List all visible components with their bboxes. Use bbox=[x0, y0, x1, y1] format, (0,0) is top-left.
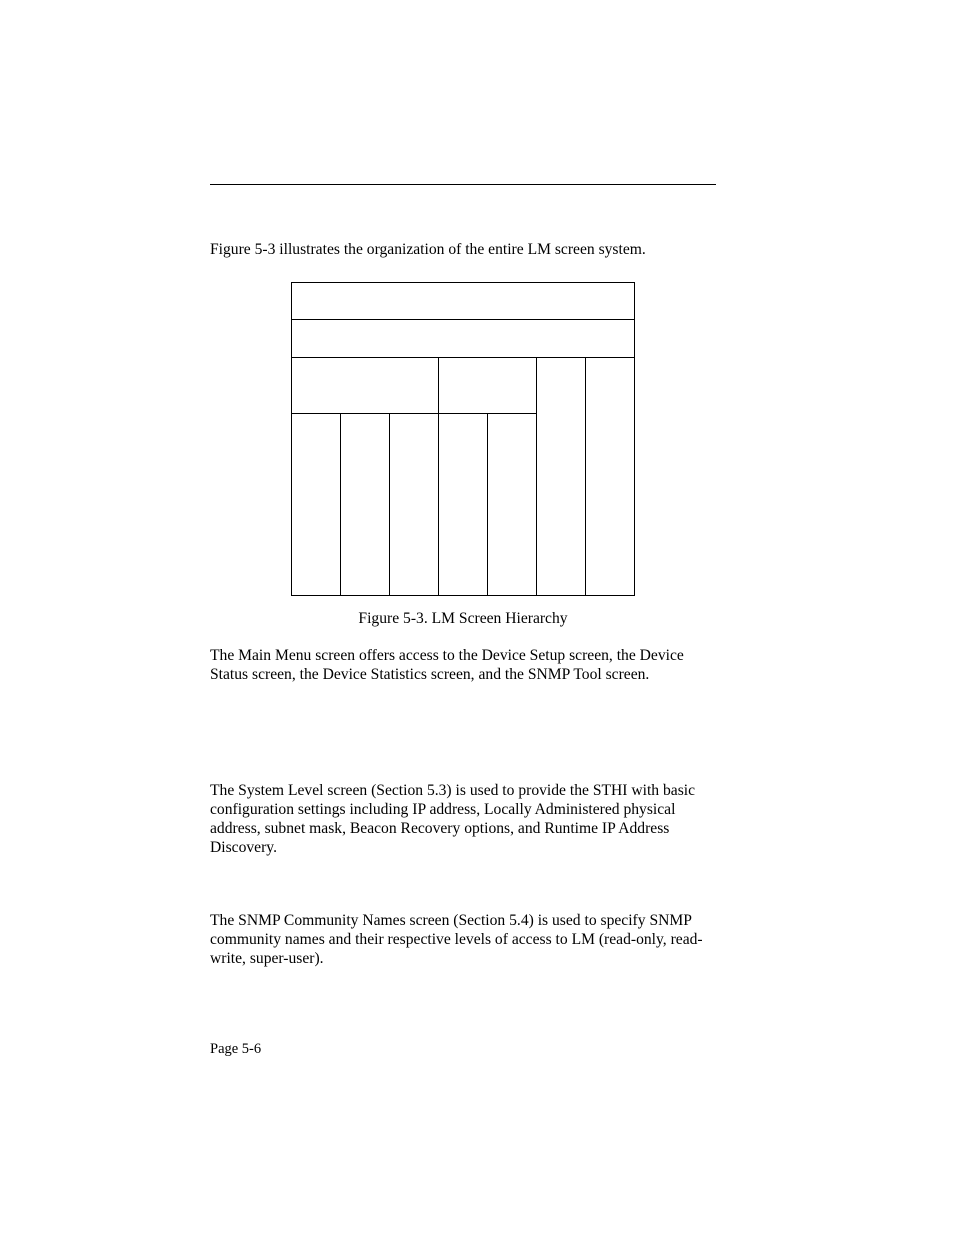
page-number: Page 5-6 bbox=[210, 1041, 262, 1057]
system-level-paragraph: The System Level screen (Section 5.3) is used to provide the STHI with basic configuration settings including IP address, Locally Administered physical address, subnet mask, Beacon Recovery options, and Runtime IP Address Discovery. bbox=[210, 782, 696, 856]
hierarchy-top-box bbox=[292, 283, 635, 596]
snmp-community-paragraph: The SNMP Community Names screen (Section 5.4) is used to specify SNMP community names and their respective levels of access to LM (read-only, read-write, super-user). bbox=[210, 912, 703, 967]
figure-caption: Figure 5-3. LM Screen Hierarchy bbox=[358, 610, 568, 627]
main-menu-paragraph: The Main Menu screen offers access to the Device Setup screen, the Device Status screen, the Device Statistics screen, and the SNMP Tool screen. bbox=[210, 647, 684, 683]
intro-paragraph: Figure 5-3 illustrates the organization of the entire LM screen system. bbox=[210, 241, 646, 258]
